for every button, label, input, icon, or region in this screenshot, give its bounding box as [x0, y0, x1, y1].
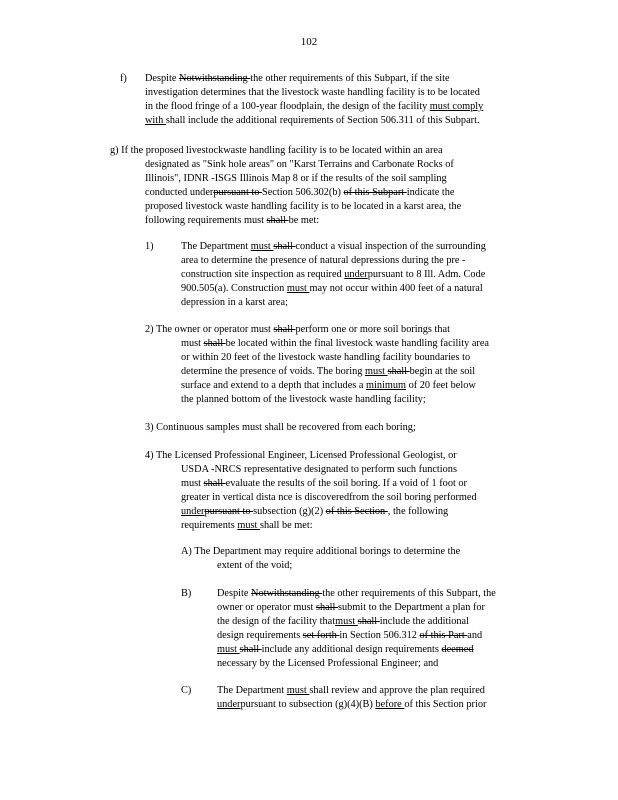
- text-run: Despite: [217, 588, 252, 599]
- inserted-text: must: [250, 241, 274, 252]
- deleted-text: pursuant to: [204, 505, 254, 517]
- section-f-label: f): [120, 73, 127, 84]
- item-4b-text: [217, 587, 496, 670]
- text-line: [181, 268, 486, 282]
- text-line: [181, 559, 460, 573]
- deleted-text: shall: [203, 477, 226, 489]
- text-line: [217, 615, 496, 629]
- text-line: [217, 657, 496, 671]
- text-line: [217, 601, 496, 615]
- deleted-text: Notwithstanding: [251, 588, 323, 599]
- text-run: proposed livestock waste handling facility is to be located in a karst area, the: [145, 200, 462, 212]
- text-line: [217, 684, 486, 698]
- text-line: [145, 86, 483, 100]
- inserted-text: must comply: [429, 100, 484, 112]
- text-run: surface and extend to a depth that includes a: [181, 379, 366, 391]
- text-line: [145, 379, 489, 393]
- text-run: be located within the final livestock waste handling facility area: [225, 337, 489, 349]
- text-line: [145, 114, 483, 128]
- deleted-text: shall: [357, 615, 380, 627]
- inserted-text: must: [286, 685, 310, 696]
- text-line: [145, 449, 477, 463]
- text-run: 900.505(a). Construction: [181, 282, 287, 294]
- text-run: Illinois", IDNR -ISGS Illinois Map 8 or if the results of the soil sampling: [145, 172, 447, 184]
- deleted-text: shall: [315, 601, 338, 613]
- text-run: shall review and approve the plan required: [309, 685, 485, 696]
- text-run: pursuant to subsection (g)(4)(B): [240, 698, 376, 710]
- text-line: [181, 254, 486, 268]
- text-line: [145, 72, 483, 86]
- text-line: [110, 158, 461, 172]
- text-run: 2) The owner or operator must: [145, 324, 274, 335]
- text-run: and: [467, 629, 483, 641]
- text-run: shall include the additional requirements of Section 506.311 of this Subpart.: [165, 114, 480, 126]
- text-run: begin at the soil: [409, 365, 476, 377]
- text-line: [110, 144, 461, 158]
- inserted-text: must: [335, 615, 358, 627]
- text-line: [145, 505, 477, 519]
- text-run: 4) The Licensed Professional Engineer, Licensed Professional Geologist, or: [145, 450, 457, 461]
- inserted-text: before: [375, 698, 405, 710]
- text-run: determine the presence of voids. The boring: [181, 365, 365, 377]
- inserted-text: minimum: [366, 379, 407, 391]
- inserted-text: must: [286, 282, 310, 294]
- text-run: or within 20 feet of the livestock waste handling facility boundaries to: [181, 351, 471, 363]
- text-run: the other requirements of this Subpart, if the site: [250, 73, 450, 84]
- text-line: [110, 200, 461, 214]
- deleted-text: set forth: [302, 629, 340, 641]
- text-line: [110, 214, 461, 228]
- deleted-text: Notwithstanding: [179, 73, 251, 84]
- text-run: of this Section prior: [404, 698, 487, 710]
- deleted-text: deemed: [441, 643, 474, 655]
- text-run: The Department: [181, 241, 251, 252]
- text-run: indicate the: [406, 186, 455, 198]
- text-run: necessary by the Licensed Professional Engineer; and: [217, 657, 439, 669]
- inserted-text: under: [181, 505, 205, 517]
- text-line: [145, 421, 416, 435]
- text-line: [110, 186, 461, 200]
- text-line: [145, 393, 489, 407]
- text-run: shall be recovered from each boring;: [264, 422, 416, 433]
- inserted-text: with: [145, 114, 166, 126]
- page-number: 102: [300, 36, 318, 48]
- text-run: A) The Department may require additional borings to determine the: [181, 546, 461, 557]
- text-line: [145, 365, 489, 379]
- text-run: conducted under: [145, 186, 214, 198]
- inserted-text: must: [217, 643, 240, 655]
- text-run: , the following: [387, 505, 449, 517]
- item-4-text: [145, 449, 477, 532]
- text-run: conduct a visual inspection of the surrounding: [295, 241, 486, 252]
- text-line: [217, 698, 486, 712]
- text-line: [181, 282, 486, 296]
- item-4c-text: [217, 684, 486, 712]
- text-line: [145, 463, 477, 477]
- text-line: [217, 643, 496, 657]
- text-line: [181, 240, 486, 254]
- text-line: [145, 519, 477, 533]
- text-line: [145, 491, 477, 505]
- text-run: Section 506.302(b): [261, 186, 344, 198]
- text-run: perform one or more soil borings that: [295, 324, 450, 335]
- deleted-text: of this Section: [325, 505, 388, 517]
- text-run: evaluate the results of the soil boring. If a void of 1 foot or: [225, 477, 467, 489]
- text-line: [145, 323, 489, 337]
- text-run: in the flood fringe of a 100-year floodplain, the design of the facility: [145, 100, 430, 112]
- text-run: construction site inspection as required: [181, 268, 345, 280]
- deleted-text: shall: [203, 337, 226, 349]
- text-run: g) If the proposed livestockwaste handling facility is to be located within an area: [110, 145, 443, 156]
- deleted-text: shall: [273, 241, 296, 252]
- text-run: submit to the Department a plan for: [337, 601, 485, 613]
- text-run: USDA -NRCS representative designated to perform such functions: [181, 463, 457, 475]
- deleted-text: pursuant to: [213, 186, 262, 198]
- text-run: include the additional: [379, 615, 469, 627]
- text-run: of 20 feet below: [406, 379, 476, 391]
- section-g-text: [110, 144, 461, 227]
- deleted-text: shall: [266, 214, 289, 226]
- text-run: extent of the void;: [217, 559, 293, 571]
- text-run: Despite: [145, 73, 180, 84]
- text-run: subsection (g)(2): [253, 505, 326, 517]
- text-line: [145, 337, 489, 351]
- text-run: following requirements must: [145, 214, 267, 226]
- item-2-text: [145, 323, 489, 406]
- text-line: [145, 477, 477, 491]
- text-run: the other requirements of this Subpart, the: [322, 588, 496, 599]
- text-run: design requirements: [217, 629, 303, 641]
- text-line: [217, 587, 496, 601]
- deleted-text: shall: [273, 324, 296, 335]
- text-run: requirements: [181, 519, 238, 531]
- text-run: shall be met:: [259, 519, 313, 531]
- text-run: must: [181, 337, 204, 349]
- text-run: pursuant to 8 Ill. Adm. Code: [367, 268, 486, 280]
- text-line: [145, 100, 483, 114]
- text-line: [145, 351, 489, 365]
- text-run: 3) Continuous samples must: [145, 422, 265, 433]
- item-4b-label: B): [181, 588, 192, 599]
- item-3-text: [145, 421, 416, 435]
- text-line: [181, 296, 486, 310]
- text-run: be met:: [288, 214, 320, 226]
- text-run: designated as "Sink hole areas" on "Karst Terrains and Carbonate Rocks of: [145, 158, 454, 170]
- text-run: greater in vertical dista nce is discoveredfrom the soil boring performed: [181, 491, 477, 503]
- item-4c-label: C): [181, 685, 192, 696]
- text-run: investigation determines that the livestock waste handling facility is to be located: [145, 86, 480, 98]
- text-run: area to determine the presence of natural depressions during the pre -: [181, 254, 466, 266]
- text-run: the planned bottom of the livestock waste handling facility;: [181, 393, 426, 405]
- text-run: The Department: [217, 685, 287, 696]
- deleted-text: of this Part: [419, 629, 468, 641]
- text-line: [217, 629, 496, 643]
- item-1-text: [181, 240, 486, 310]
- item-4a-text: [181, 545, 460, 573]
- inserted-text: under: [217, 698, 241, 710]
- inserted-text: under: [344, 268, 368, 280]
- inserted-text: must: [364, 365, 388, 377]
- deleted-text: shall: [387, 365, 410, 377]
- text-run: in Section 506.312: [339, 629, 420, 641]
- text-run: may not occur within 400 feet of a natural: [309, 282, 483, 294]
- item-1-label: 1): [145, 241, 154, 252]
- text-run: the design of the facility that: [217, 615, 336, 627]
- deleted-text: shall: [239, 643, 262, 655]
- text-run: include any additional design requirements: [261, 643, 442, 655]
- text-run: must: [181, 477, 204, 489]
- inserted-text: must: [237, 519, 260, 531]
- deleted-text: of this Subpart: [343, 186, 407, 198]
- text-line: [110, 172, 461, 186]
- section-f-text: [145, 72, 483, 128]
- text-run: depression in a karst area;: [181, 296, 288, 308]
- text-run: owner or operator must: [217, 601, 316, 613]
- text-line: [181, 545, 460, 559]
